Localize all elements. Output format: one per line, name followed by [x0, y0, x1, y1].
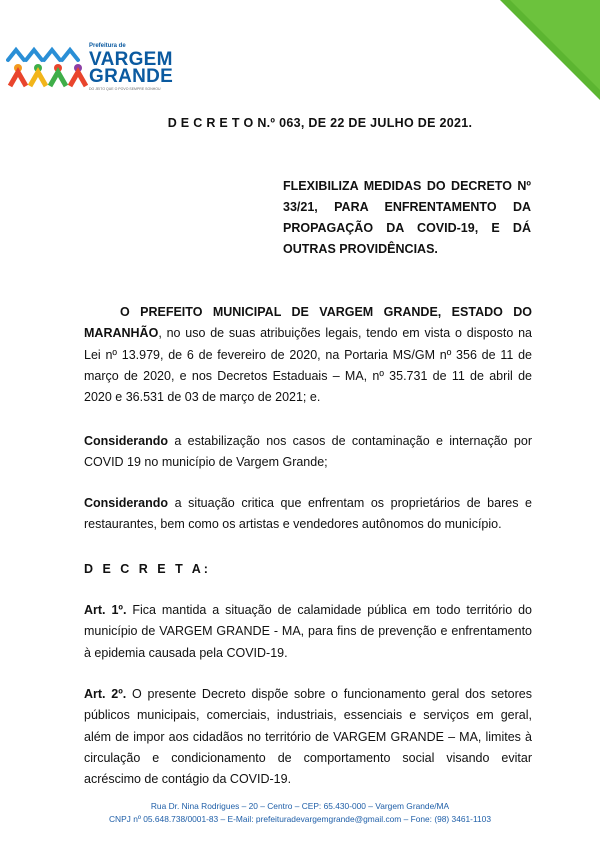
article-1-paragraph — [84, 600, 532, 664]
logo-name-line2: GRANDE — [89, 66, 174, 87]
municipality-logo — [6, 38, 176, 94]
article-2-text: O presente Decreto dispõe sobre o funcionamento geral dos setores públicos municipais, comerciais, industriais, essenciais e serviços em geral, além de impor aos cidadãos no território de VARGEM GRANDE – MA, limites à circulação e condicionamento de comportamento social visando evitar acréscimo de contágio da COVID-19. — [84, 687, 532, 787]
corner-decoration — [480, 0, 600, 100]
logo-figures-icon — [6, 38, 88, 94]
considerando-1-text: a estabilização nos casos de contaminação e internação por COVID 19 no município de Vargem Grande; — [84, 434, 532, 470]
preamble-bold: O PREFEITO MUNICIPAL DE VARGEM GRANDE, ESTADO DO MARANHÃO — [84, 305, 532, 341]
preamble-text: , no uso de suas atribuições legais, tendo em vista o disposto na Lei nº 13.979, de 6 de fevereiro de 2020, na Portaria MS/GM nº 356 de 11 de março de 2020, e nos Decretos Estaduais – MA, nº 35.731 de 11 de abril de 2020 e 36.531 de 03 de março de 2021; e. — [84, 326, 532, 405]
considerando-2-bold: Considerando — [84, 496, 169, 510]
decree-summary: FLEXIBILIZA MEDIDAS DO DECRETO Nº 33/21, PARA ENFRENTAMENTO DA PROPAGAÇÃO DA COVID-19, E DÁ OUTRAS PROVIDÊNCIAS. — [283, 179, 531, 256]
decree-title: D E C R E T O N.º 063, DE 22 DE JULHO DE 2021. — [167, 116, 473, 130]
logo-tagline: DO JEITO QUE O POVO SEMPRE SONHOU — [89, 87, 161, 91]
logo-prefix: Prefeitura de — [89, 43, 126, 49]
considerando-2-text: a situação critica que enfrentam os proprietários de bares e restaurantes, bem como os artistas e vendedores autônomos do município. — [84, 496, 532, 532]
logo-name-line1: VARGEM — [89, 49, 173, 70]
article-2-paragraph — [84, 684, 532, 790]
article-1-text: Fica mantida a situação de calamidade pública em todo território do município de VARGEM GRANDE - MA, para fins de prevenção e enfrentamento à epidemia causada pela COVID-19. — [84, 603, 532, 660]
article-2-label: Art. 2º. — [84, 687, 127, 701]
decreta-heading: D E C R E T A: — [84, 562, 211, 576]
considerando-1-bold: Considerando — [84, 434, 169, 448]
footer-contact: CNPJ nº 05.648.738/0001-83 – E-Mail: prefeituradevargemgrande@gmail.com – Fone: (98) 3461-1103 — [109, 814, 491, 824]
preamble-paragraph — [84, 302, 532, 408]
footer-address: Rua Dr. Nina Rodrigues – 20 – Centro – CEP: 65.430-000 – Vargem Grande/MA — [150, 801, 450, 811]
considerando-2-paragraph — [84, 493, 532, 536]
considerando-1-paragraph — [84, 431, 532, 474]
article-1-label: Art. 1º. — [84, 603, 127, 617]
